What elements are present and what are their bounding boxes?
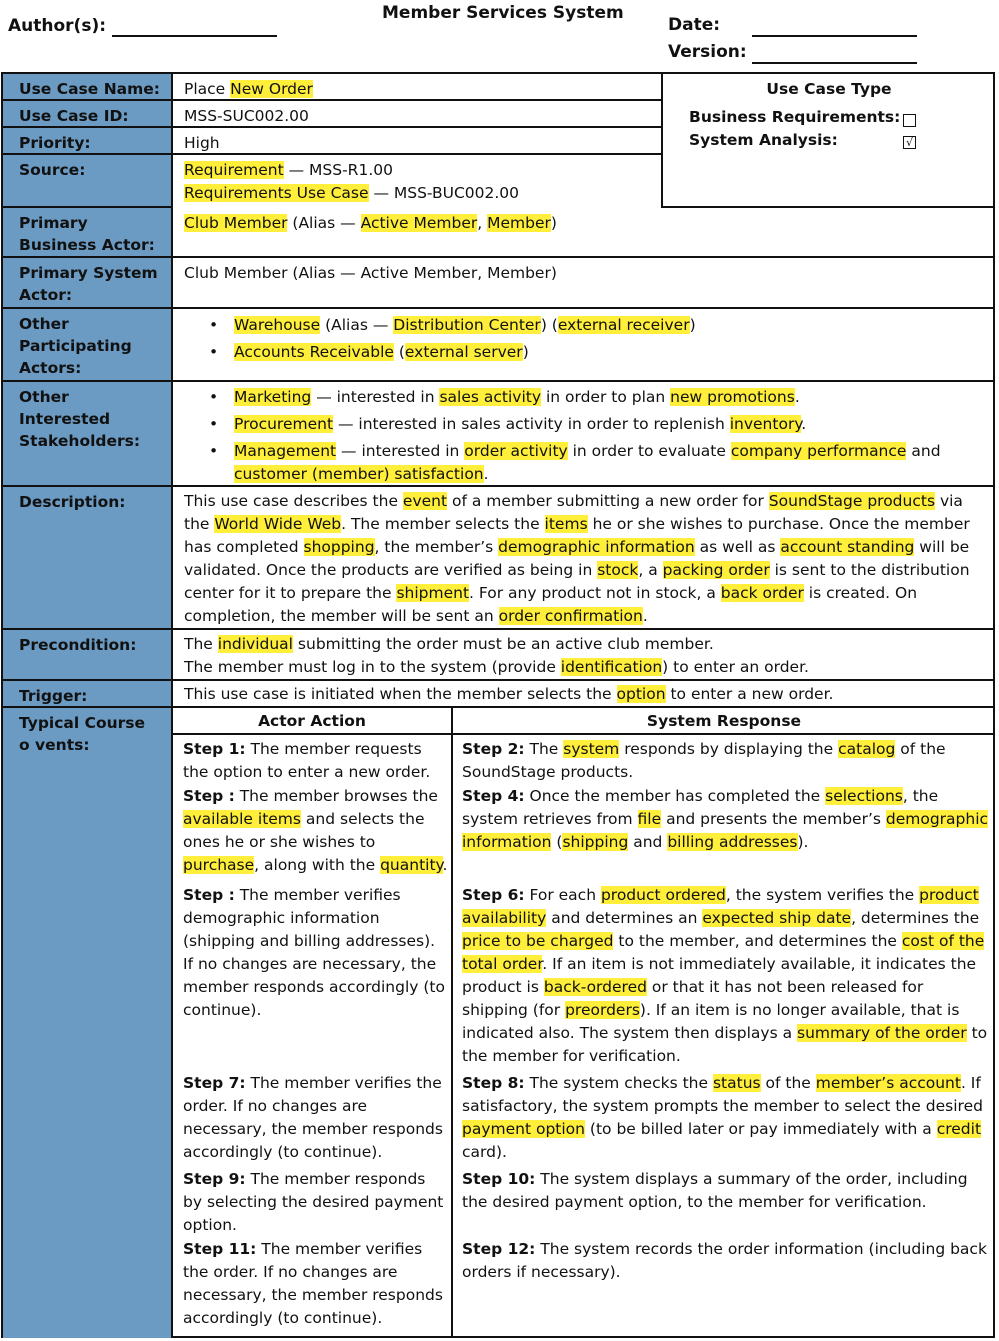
trigger-value [173,681,995,708]
business-requirements-label: Business Requirements: [689,108,901,126]
source-value [173,155,661,208]
other-participating-actors-value [173,309,995,382]
typical-course-label [3,708,173,1338]
participating-actors-list [184,314,987,364]
date-blank [752,35,917,37]
column-divider [451,708,453,1338]
list-item: • Accounts Receivable (external server) [234,341,987,364]
version-label: Version: [668,42,747,62]
name-prefix: Place [184,80,231,98]
source-label: Source: [3,155,173,208]
source-use-case: Requirements Use Case [184,184,369,202]
system-analysis-checkbox[interactable]: √ [903,136,916,149]
step-6: Step 6: For each product ordered, the system verifies the product availability and determines an expected ship date, determines the price to be charged to the member, and determines the cost of the total order. If an item is not immediately available, it indicates the product is back-ordered or that it has not been released for shipping (for preorders). If an item is no longer available, that is indicated also. The system then displays a summary of the order to the member for verification. [462,886,988,1065]
name-highlight: New Order [230,80,313,98]
use-case-id-label: Use Case ID: [3,101,173,128]
primary-system-actor-value: Club Member (Alias — Active Member, Member) [173,258,995,309]
precondition-highlight: identification [560,658,663,676]
version-blank [752,62,917,64]
step-12: Step 12: The system records the order information (including back orders if necessary). [462,1240,987,1281]
other-interested-stakeholders-value [173,382,995,487]
date-label: Date: [668,15,721,35]
use-case-type-box [661,74,995,208]
description-label: Description: [3,487,173,630]
step-8: Step 8: The system checks the status of the member’s account. If satisfactory, the system prompts the member to select the desired payment option (to be billed later or pay immediately with a credit card). [462,1074,983,1161]
step-10: Step 10: The system displays a summary of the order, including the desired payment option, to the member for verification. [462,1170,968,1211]
step-9: Step 9: The member responds by selecting the desired payment option. [183,1170,444,1234]
list-item: • Management — interested in order activity in order to evaluate company performance and customer (member) satisfaction. [234,440,987,486]
use-case-name-value [173,74,661,101]
use-case-table [1,72,995,1338]
list-item: • Procurement — interested in sales activity in order to replenish inventory. [234,413,987,436]
list-item: • Warehouse (Alias — Distribution Center) (external receiver) [234,314,987,337]
precondition-label: Precondition: [3,630,173,681]
step-2: Step 2: The system responds by displaying the catalog of the SoundStage products. [462,740,946,781]
typical-course-label-line: Typical Course [19,714,146,732]
step-3: Step : The member browses the available items and selects the ones he or she wishes to purchase, along with the quantity. [183,787,448,874]
step-11: Step 11: The member verifies the order. If no changes are necessary, the member responds accordingly (to continue). [183,1240,443,1327]
priority-value: High [173,128,661,155]
precondition-text: submitting the order must be an active club member. [293,635,714,653]
business-requirements-checkbox[interactable] [903,114,916,127]
description-value: This use case describes the event of a member submitting a new order for SoundStage products via the World Wide Web. The member selects the items he or she wishes to purchase. Once the member has completed shopping, the member’s demographic information as well as account standing will be validated. Once the products are verified as being in stock, a packing order is sent to the distribution center for it to prepare the shipment. For any product not in stock, a back order is created. On completion, the member will be sent an order confirmation. [173,487,995,630]
stakeholders-list [184,386,987,486]
use-case-name-label: Use Case Name: [3,74,173,101]
step-5: Step : The member verifies demographic information (shipping and billing addresses). If no changes are necessary, the member responds accordingly (to continue). [183,886,445,1019]
source-requirement-id: — MSS-R1.00 [283,161,393,179]
actor-action-header: Actor Action [173,708,451,735]
trigger-label: Trigger: [3,681,173,708]
trigger-text: This use case is initiated when the member selects the [184,685,617,703]
use-case-id-value: MSS-SUC002.00 [173,101,661,128]
other-participating-actors-label: Other Participating Actors: [3,309,173,382]
system-analysis-label: System Analysis: [689,131,838,149]
precondition-highlight: individual [217,635,293,653]
precondition-text: The [184,635,218,653]
trigger-highlight: option [616,685,666,703]
step-7: Step 7: The member verifies the order. If no changes are necessary, the member responds accordingly (to continue). [183,1074,443,1161]
step-4: Step 4: Once the member has completed the selections, the system retrieves from file and presents the member’s demographic information (shipping and billing addresses). [462,787,989,851]
other-interested-stakeholders-label: Other Interested Stakeholders: [3,382,173,487]
primary-business-actor-value: Club Member (Alias — Active Member, Member) [173,208,995,258]
priority-label: Priority: [3,128,173,155]
source-requirement: Requirement [184,161,284,179]
system-response-header: System Response [453,708,995,735]
typical-course-label-line: o vents: [19,736,90,754]
primary-business-actor-label: Primary Business Actor: [3,208,173,258]
list-item: • Marketing — interested in sales activity in order to plan new promotions. [234,386,987,409]
trigger-text: to enter a new order. [665,685,834,703]
precondition-text: ) to enter an order. [662,658,809,676]
primary-system-actor-label: Primary System Actor: [3,258,173,309]
step-1: Step 1: The member requests the option to enter a new order. [183,740,431,781]
author-blank [112,35,277,37]
precondition-value [173,630,995,681]
author-label: Author(s): [8,16,107,36]
precondition-text: The member must log in to the system (provide [184,658,561,676]
header [0,0,999,72]
source-use-case-id: — MSS-BUC002.00 [368,184,519,202]
use-case-type-title: Use Case Type [766,80,892,98]
document-title: Member Services System [382,3,624,23]
